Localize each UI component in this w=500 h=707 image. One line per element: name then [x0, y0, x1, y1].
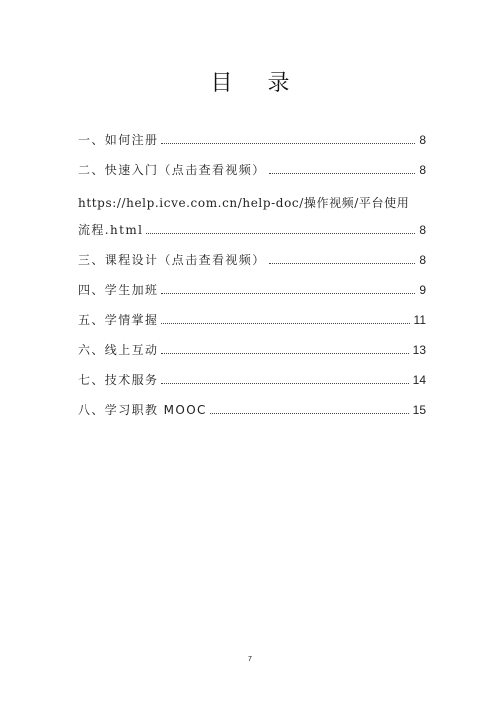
toc-entry-label: 三、课程设计（点击查看视频）: [78, 253, 266, 267]
toc-entry-page: 14: [412, 373, 426, 387]
dot-leader: [210, 413, 409, 414]
toc-entry-page: 8: [419, 253, 426, 267]
toc-entry-tech-service[interactable]: [78, 366, 426, 388]
toc-entry-learning-status[interactable]: [78, 306, 426, 328]
toc-entry-page: 8: [419, 223, 426, 237]
dot-leader: [161, 353, 408, 354]
dot-leader: [161, 293, 415, 294]
toc-entry-mooc[interactable]: [78, 396, 426, 418]
toc-url-line[interactable]: https://help.icve.com.cn/help-doc/操作视频/平台使用: [78, 196, 410, 210]
dot-leader: [161, 383, 408, 384]
toc-entry-page: 8: [419, 163, 426, 177]
toc-title: 目 录: [210, 71, 304, 96]
toc-entry-label: 四、学生加班: [78, 283, 159, 297]
dot-leader: [161, 323, 409, 324]
toc-entry-page: 13: [412, 343, 426, 357]
toc-entry-label: 一、如何注册: [78, 133, 159, 147]
dot-leader: [146, 233, 415, 234]
toc-entry-label: 流程.html: [78, 223, 144, 237]
toc-entry-page: 9: [419, 283, 426, 297]
toc-entry-label: 二、快速入门（点击查看视频）: [78, 163, 266, 177]
toc-entry-url-continuation[interactable]: [78, 216, 426, 238]
toc-entry-page: 11: [413, 313, 426, 327]
toc-entry-page: 8: [419, 133, 426, 147]
toc-entry-label: 八、学习职教 MOOC: [78, 403, 207, 417]
toc-entry-student-join[interactable]: [78, 276, 426, 298]
toc-entry-page: 15: [412, 403, 426, 417]
page-number: 7: [248, 656, 252, 663]
toc-entry-label: 五、学情掌握: [78, 313, 159, 327]
dot-leader: [269, 263, 416, 264]
toc-entry-course-design[interactable]: [78, 246, 426, 268]
toc-entry-quick-start[interactable]: [78, 156, 426, 178]
toc-entry-label: 六、线上互动: [78, 343, 159, 357]
toc-entry-register[interactable]: [78, 126, 426, 148]
toc-entry-online-interaction[interactable]: [78, 336, 426, 358]
toc-entry-label: 七、技术服务: [78, 373, 159, 387]
dot-leader: [269, 173, 416, 174]
dot-leader: [161, 143, 415, 144]
